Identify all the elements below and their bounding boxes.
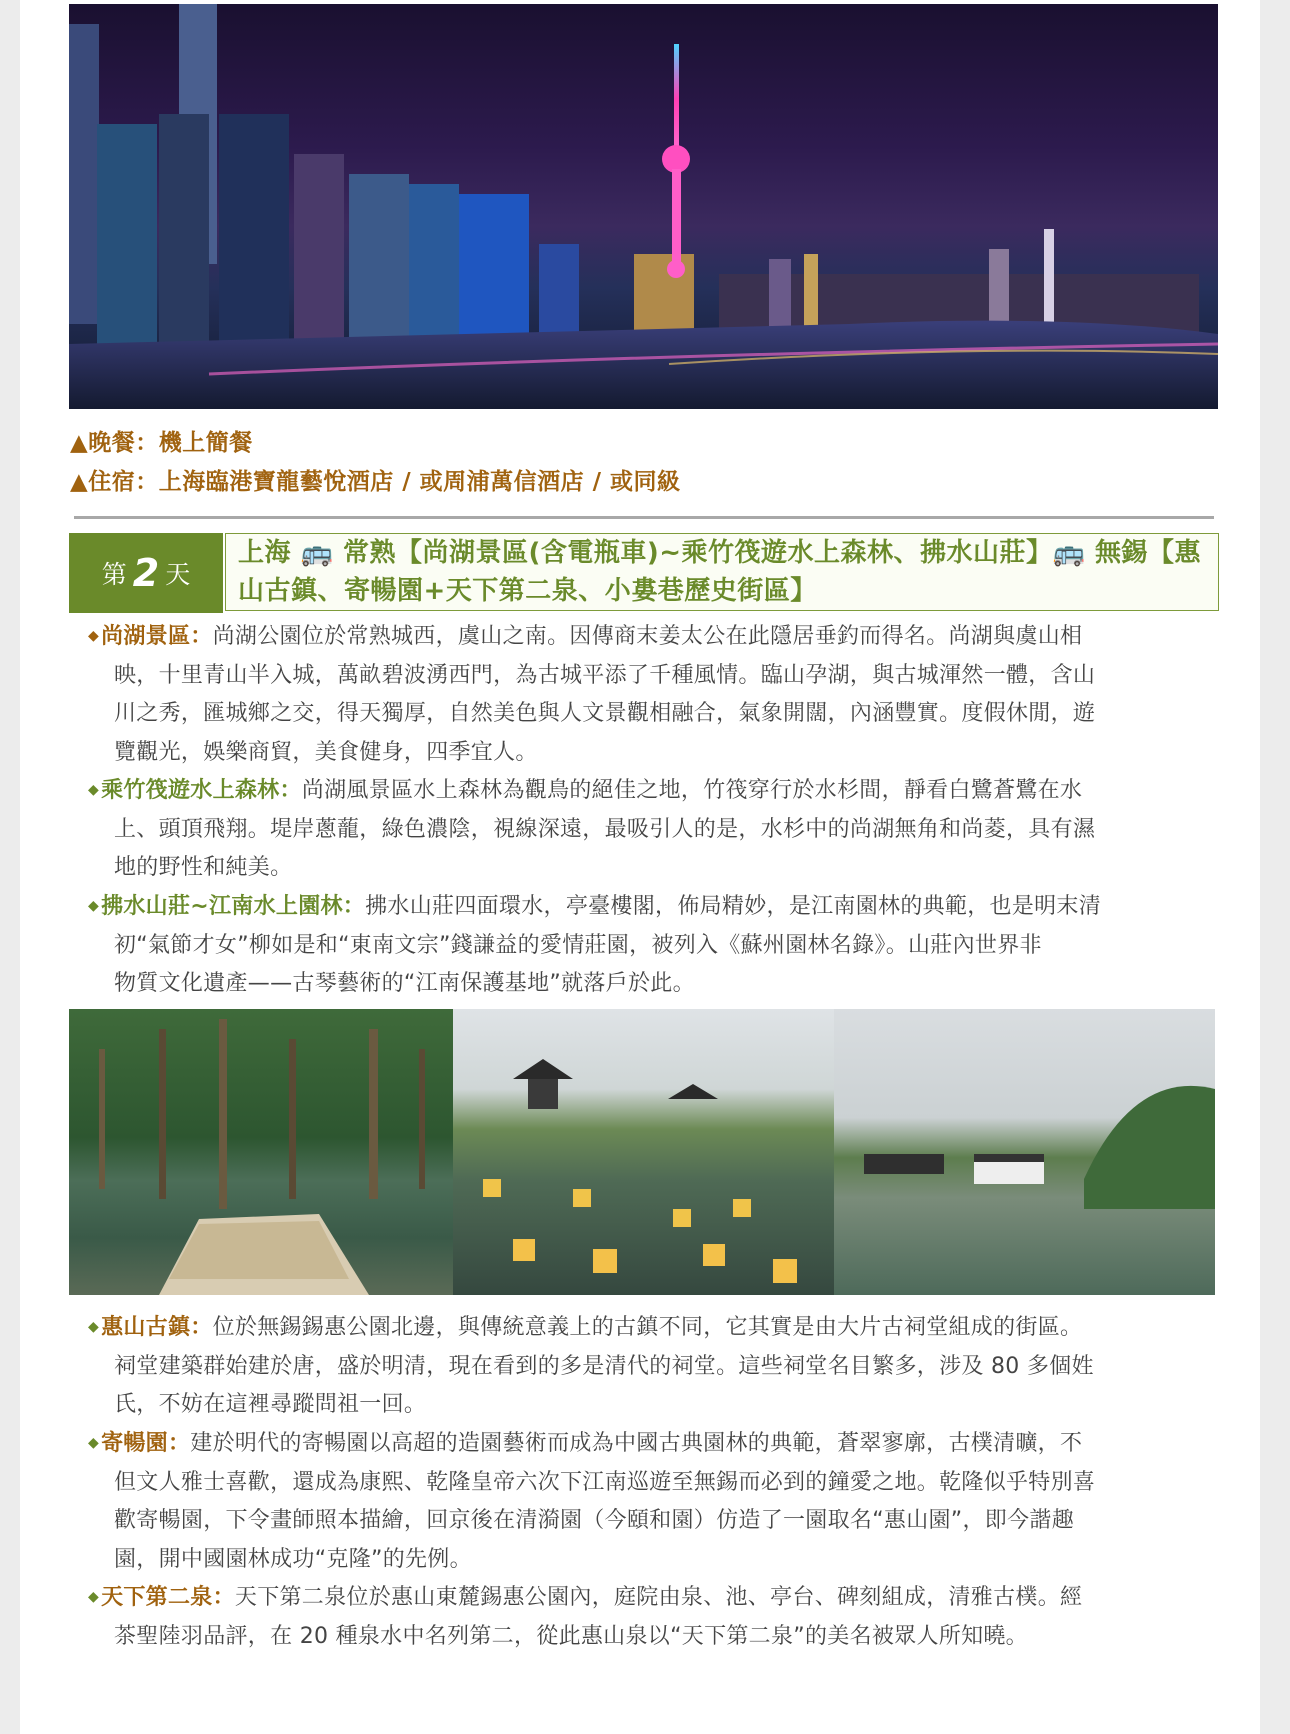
section-bamboo-raft: ◆乘竹筏遊水上森林：尚湖風景區水上森林為觀鳥的絕佳之地，竹筏穿行於水杉間，靜看白鷺蒼鷺在水 上、頭頂飛翔。堤岸蔥蘢，綠色濃陰，視線深遠，最吸引人的是，水杉中的尚湖無角和尚菱，具有濕 地的野性和純美。 (88, 778, 1096, 880)
dinner-info: ▲晚餐：機上簡餐 (70, 430, 253, 456)
section-jichang-garden: ◆寄暢園：建於明代的寄暢園以高超的造園藝術而成為中國古典園林的典範，蒼翠寥廓，古樸清曠，不 但文人雅士喜歡，還成為康熙、乾隆皇帝六次下江南巡遊至無錫而必到的鐘愛之地。乾隆似乎特別喜 歡寄暢園，下令畫師照本描繪，回京後在清漪園（今頤和園）仿造了一園取名“惠山園”，即今諧趣 園，開中國園林成功“克隆”的先例。 (88, 1431, 1096, 1572)
section-divider (74, 516, 1214, 519)
day-label-post: 天 (165, 560, 191, 589)
pond-lantern-photo (453, 1009, 834, 1295)
bullet-diamond-icon: ◆ (88, 782, 100, 798)
photo-gallery (69, 1009, 1215, 1295)
skyline-illustration (69, 4, 1218, 409)
section-lead: 天下第二泉： (101, 1585, 235, 1610)
bullet-diamond-icon: ◆ (88, 628, 100, 644)
day-badge (69, 533, 223, 613)
section-lead: 拂水山莊~江南水上園林： (101, 894, 366, 919)
section-lead: 惠山古鎮： (101, 1315, 213, 1340)
section-shanghu: ◆尚湖景區：尚湖公園位於常熟城西，虞山之南。因傳商末姜太公在此隱居垂釣而得名。尚湖與虞山相 映，十里青山半入城，萬畝碧波湧西門，為古城平添了千種風情。臨山孕湖，與古城渾然一體，含山 川之秀，匯城鄉之交，得天獨厚，自然美色與人文景觀相融合，氣象開闊，內涵豐實。度假休閒，遊 覽觀光，娛樂商貿，美食健身，四季宜人。 (88, 624, 1096, 765)
day-route-line-1: 上海 🚌 常熟【尚湖景區(含電瓶車)~乘竹筏遊水上森林、拂水山莊】🚌 無錫【惠 (238, 538, 1201, 568)
bullet-diamond-icon: ◆ (88, 1319, 100, 1335)
garden-lake-photo (834, 1009, 1215, 1295)
section-fushui-villa: ◆拂水山莊~江南水上園林：拂水山莊四面環水，亭臺樓閣，佈局精妙，是江南園林的典範，也是明末清 初“氣節才女”柳如是和“東南文宗”錢謙益的愛情莊園，被列入《蘇州園林名錄》。山莊內世界非 物質文化遺產——古琴藝術的“江南保護基地”就落戶於此。 (88, 894, 1102, 996)
water-forest-photo (69, 1009, 453, 1295)
section-lead: 寄暢園： (101, 1431, 191, 1456)
bullet-diamond-icon: ◆ (88, 1589, 100, 1605)
shanghai-skyline-photo (69, 4, 1218, 409)
section-lead: 乘竹筏遊水上森林： (101, 778, 302, 803)
hotel-info: ▲住宿：上海臨港寶龍藝悅酒店 / 或周浦萬信酒店 / 或同級 (70, 469, 681, 495)
day-route-line-2: 山古鎮、寄暢園+天下第二泉、小婁巷歷史街區】 (238, 576, 817, 606)
section-huishan-town: ◆惠山古鎮：位於無錫錫惠公園北邊，與傳統意義上的古鎮不同，它其實是由大片古祠堂組成的街區。 祠堂建築群始建於唐，盛於明清，現在看到的多是清代的祠堂。這些祠堂名目繁多，涉及 80 多個姓 氏，不妨在這裡尋蹤問祖一回。 (88, 1315, 1094, 1417)
section-second-spring: ◆天下第二泉：天下第二泉位於惠山東麓錫惠公園內，庭院由泉、池、亭台、碑刻組成，清雅古樸。經 茶聖陸羽品評，在 20 種泉水中名列第二，從此惠山泉以“天下第二泉”的美名被眾人所知曉。 (88, 1585, 1083, 1649)
day-header (69, 533, 1221, 613)
section-lead: 尚湖景區： (101, 624, 213, 649)
day-label-pre: 第 (101, 560, 127, 589)
bullet-diamond-icon: ◆ (88, 898, 100, 914)
day-number: 2 (132, 551, 160, 595)
day-route-title (225, 533, 1219, 611)
itinerary-page (20, 0, 1260, 1734)
bullet-diamond-icon: ◆ (88, 1435, 100, 1451)
